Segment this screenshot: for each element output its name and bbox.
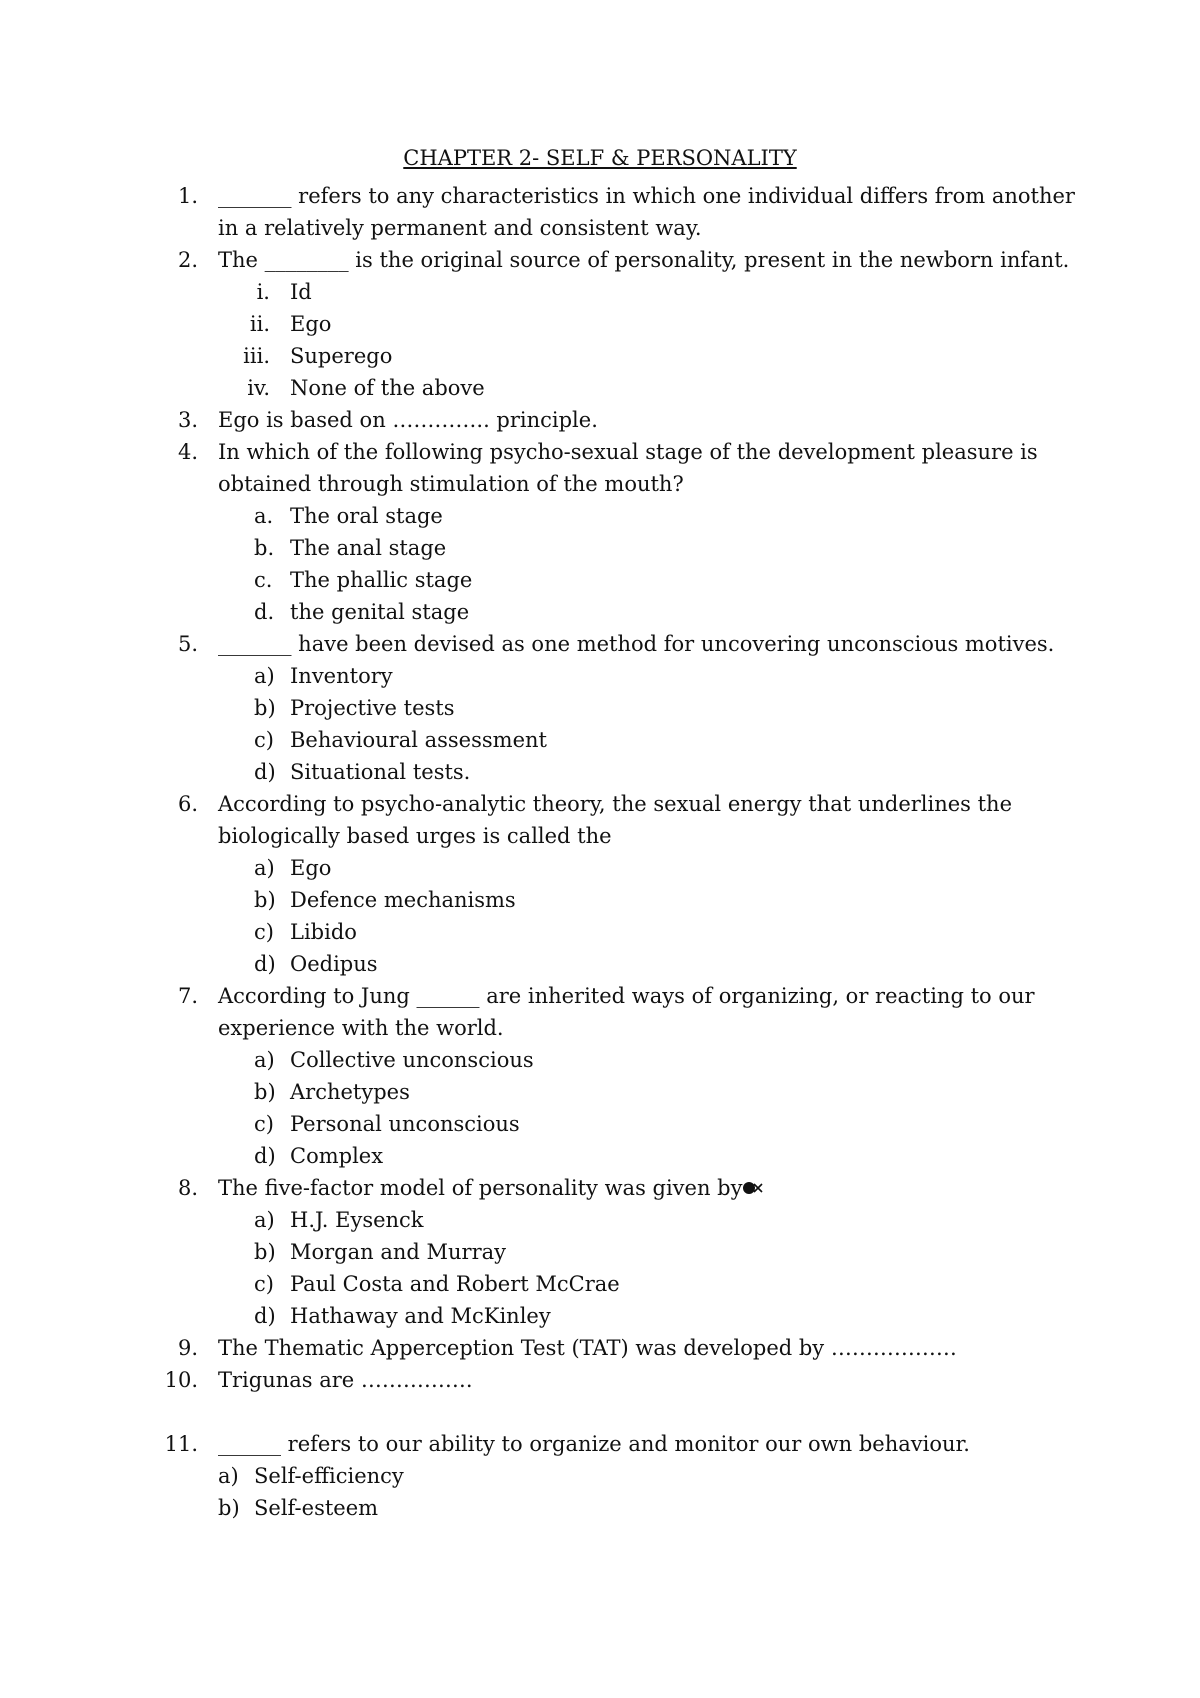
- option-label: d): [254, 952, 276, 976]
- question-text-wrapper: [218, 1172, 764, 1204]
- option-text: Situational tests.: [290, 760, 471, 784]
- option-text: Libido: [290, 920, 357, 944]
- option-text: Paul Costa and Robert McCrae: [290, 1272, 620, 1296]
- question-number: 7.: [177, 984, 198, 1008]
- question-text: _______ refers to any characteristics in which one individual differs from another: [218, 184, 1075, 208]
- option-text: Hathaway and McKinley: [290, 1304, 551, 1328]
- option-label: d): [254, 1144, 276, 1168]
- question-text: The Thematic Apperception Test (TAT) was developed by ………………: [218, 1336, 957, 1360]
- option-text: H.J. Eysenck: [290, 1208, 424, 1232]
- option-label: d): [254, 760, 276, 784]
- option-text: Id: [290, 280, 312, 304]
- option-label: a): [218, 1464, 239, 1488]
- option-text: Archetypes: [290, 1080, 410, 1104]
- option-label: b): [254, 1240, 276, 1264]
- question-number: 1.: [177, 184, 198, 208]
- question-text: The five-factor model of personality was given by: [218, 1176, 743, 1200]
- option-label: b): [218, 1496, 240, 1520]
- option-text: Defence mechanisms: [290, 888, 516, 912]
- question-number: 10.: [164, 1368, 198, 1392]
- option-text: Self-efficiency: [254, 1464, 404, 1488]
- question-text: _______ have been devised as one method for uncovering unconscious motives.: [218, 632, 1055, 656]
- option-text: Behavioural assessment: [290, 728, 547, 752]
- page-title: CHAPTER 2- SELF & PERSONALITY: [403, 146, 797, 170]
- question-number: 5.: [177, 632, 198, 656]
- option-text: The oral stage: [290, 504, 443, 528]
- option-label: a): [254, 664, 275, 688]
- option-text: Personal unconscious: [290, 1112, 520, 1136]
- option-text: Complex: [290, 1144, 384, 1168]
- option-label: c.: [254, 568, 273, 592]
- question-number: 3.: [177, 408, 198, 432]
- option-label: b.: [254, 536, 275, 560]
- question-number: 9.: [177, 1336, 198, 1360]
- option-label: d): [254, 1304, 276, 1328]
- question-text: obtained through stimulation of the mouth?: [218, 472, 684, 496]
- question-number: 11.: [164, 1432, 198, 1456]
- option-label: iv.: [247, 376, 270, 400]
- option-text: Morgan and Murray: [290, 1240, 506, 1264]
- option-text: Ego: [290, 856, 332, 880]
- question-text: According to psycho-analytic theory, the sexual energy that underlines the: [218, 792, 1013, 816]
- question-text: Trigunas are …………….: [218, 1368, 473, 1392]
- option-label: a): [254, 1048, 275, 1072]
- option-label: b): [254, 888, 276, 912]
- option-text: the genital stage: [290, 600, 470, 624]
- question-text: ______ refers to our ability to organize and monitor our own behaviour.: [218, 1432, 970, 1456]
- option-label: a): [254, 1208, 275, 1232]
- question-text: The ________ is the original source of personality, present in the newborn infant.: [218, 248, 1070, 272]
- option-label: b): [254, 1080, 276, 1104]
- question-text: biologically based urges is called the: [218, 824, 612, 848]
- option-text: Projective tests: [290, 696, 455, 720]
- question-number: 8.: [177, 1176, 198, 1200]
- option-text: Self-esteem: [254, 1496, 379, 1520]
- option-label: c): [254, 1272, 274, 1296]
- option-text: The phallic stage: [290, 568, 473, 592]
- option-text: The anal stage: [290, 536, 447, 560]
- option-label: i.: [256, 280, 270, 304]
- option-label: c): [254, 728, 274, 752]
- option-text: Ego: [290, 312, 332, 336]
- question-number: 4.: [177, 440, 198, 464]
- option-label: d.: [254, 600, 275, 624]
- question-number: 2.: [177, 248, 198, 272]
- option-label: iii.: [243, 344, 270, 368]
- option-text: None of the above: [290, 376, 485, 400]
- question-text: In which of the following psycho-sexual stage of the development pleasure is: [218, 440, 1038, 464]
- option-label: a.: [254, 504, 274, 528]
- glyph-artifact-icon: [742, 1179, 764, 1197]
- option-label: a): [254, 856, 275, 880]
- option-text: Superego: [290, 344, 393, 368]
- option-label: ii.: [249, 312, 270, 336]
- question-text: in a relatively permanent and consistent way.: [218, 216, 702, 240]
- option-text: Oedipus: [290, 952, 378, 976]
- option-label: c): [254, 1112, 274, 1136]
- question-text: experience with the world.: [218, 1016, 504, 1040]
- option-label: b): [254, 696, 276, 720]
- option-text: Inventory: [290, 664, 393, 688]
- question-number: 6.: [177, 792, 198, 816]
- question-text: According to Jung ______ are inherited ways of organizing, or reacting to our: [218, 984, 1035, 1008]
- option-label: c): [254, 920, 274, 944]
- option-text: Collective unconscious: [290, 1048, 534, 1072]
- question-text: Ego is based on ………….. principle.: [218, 408, 598, 432]
